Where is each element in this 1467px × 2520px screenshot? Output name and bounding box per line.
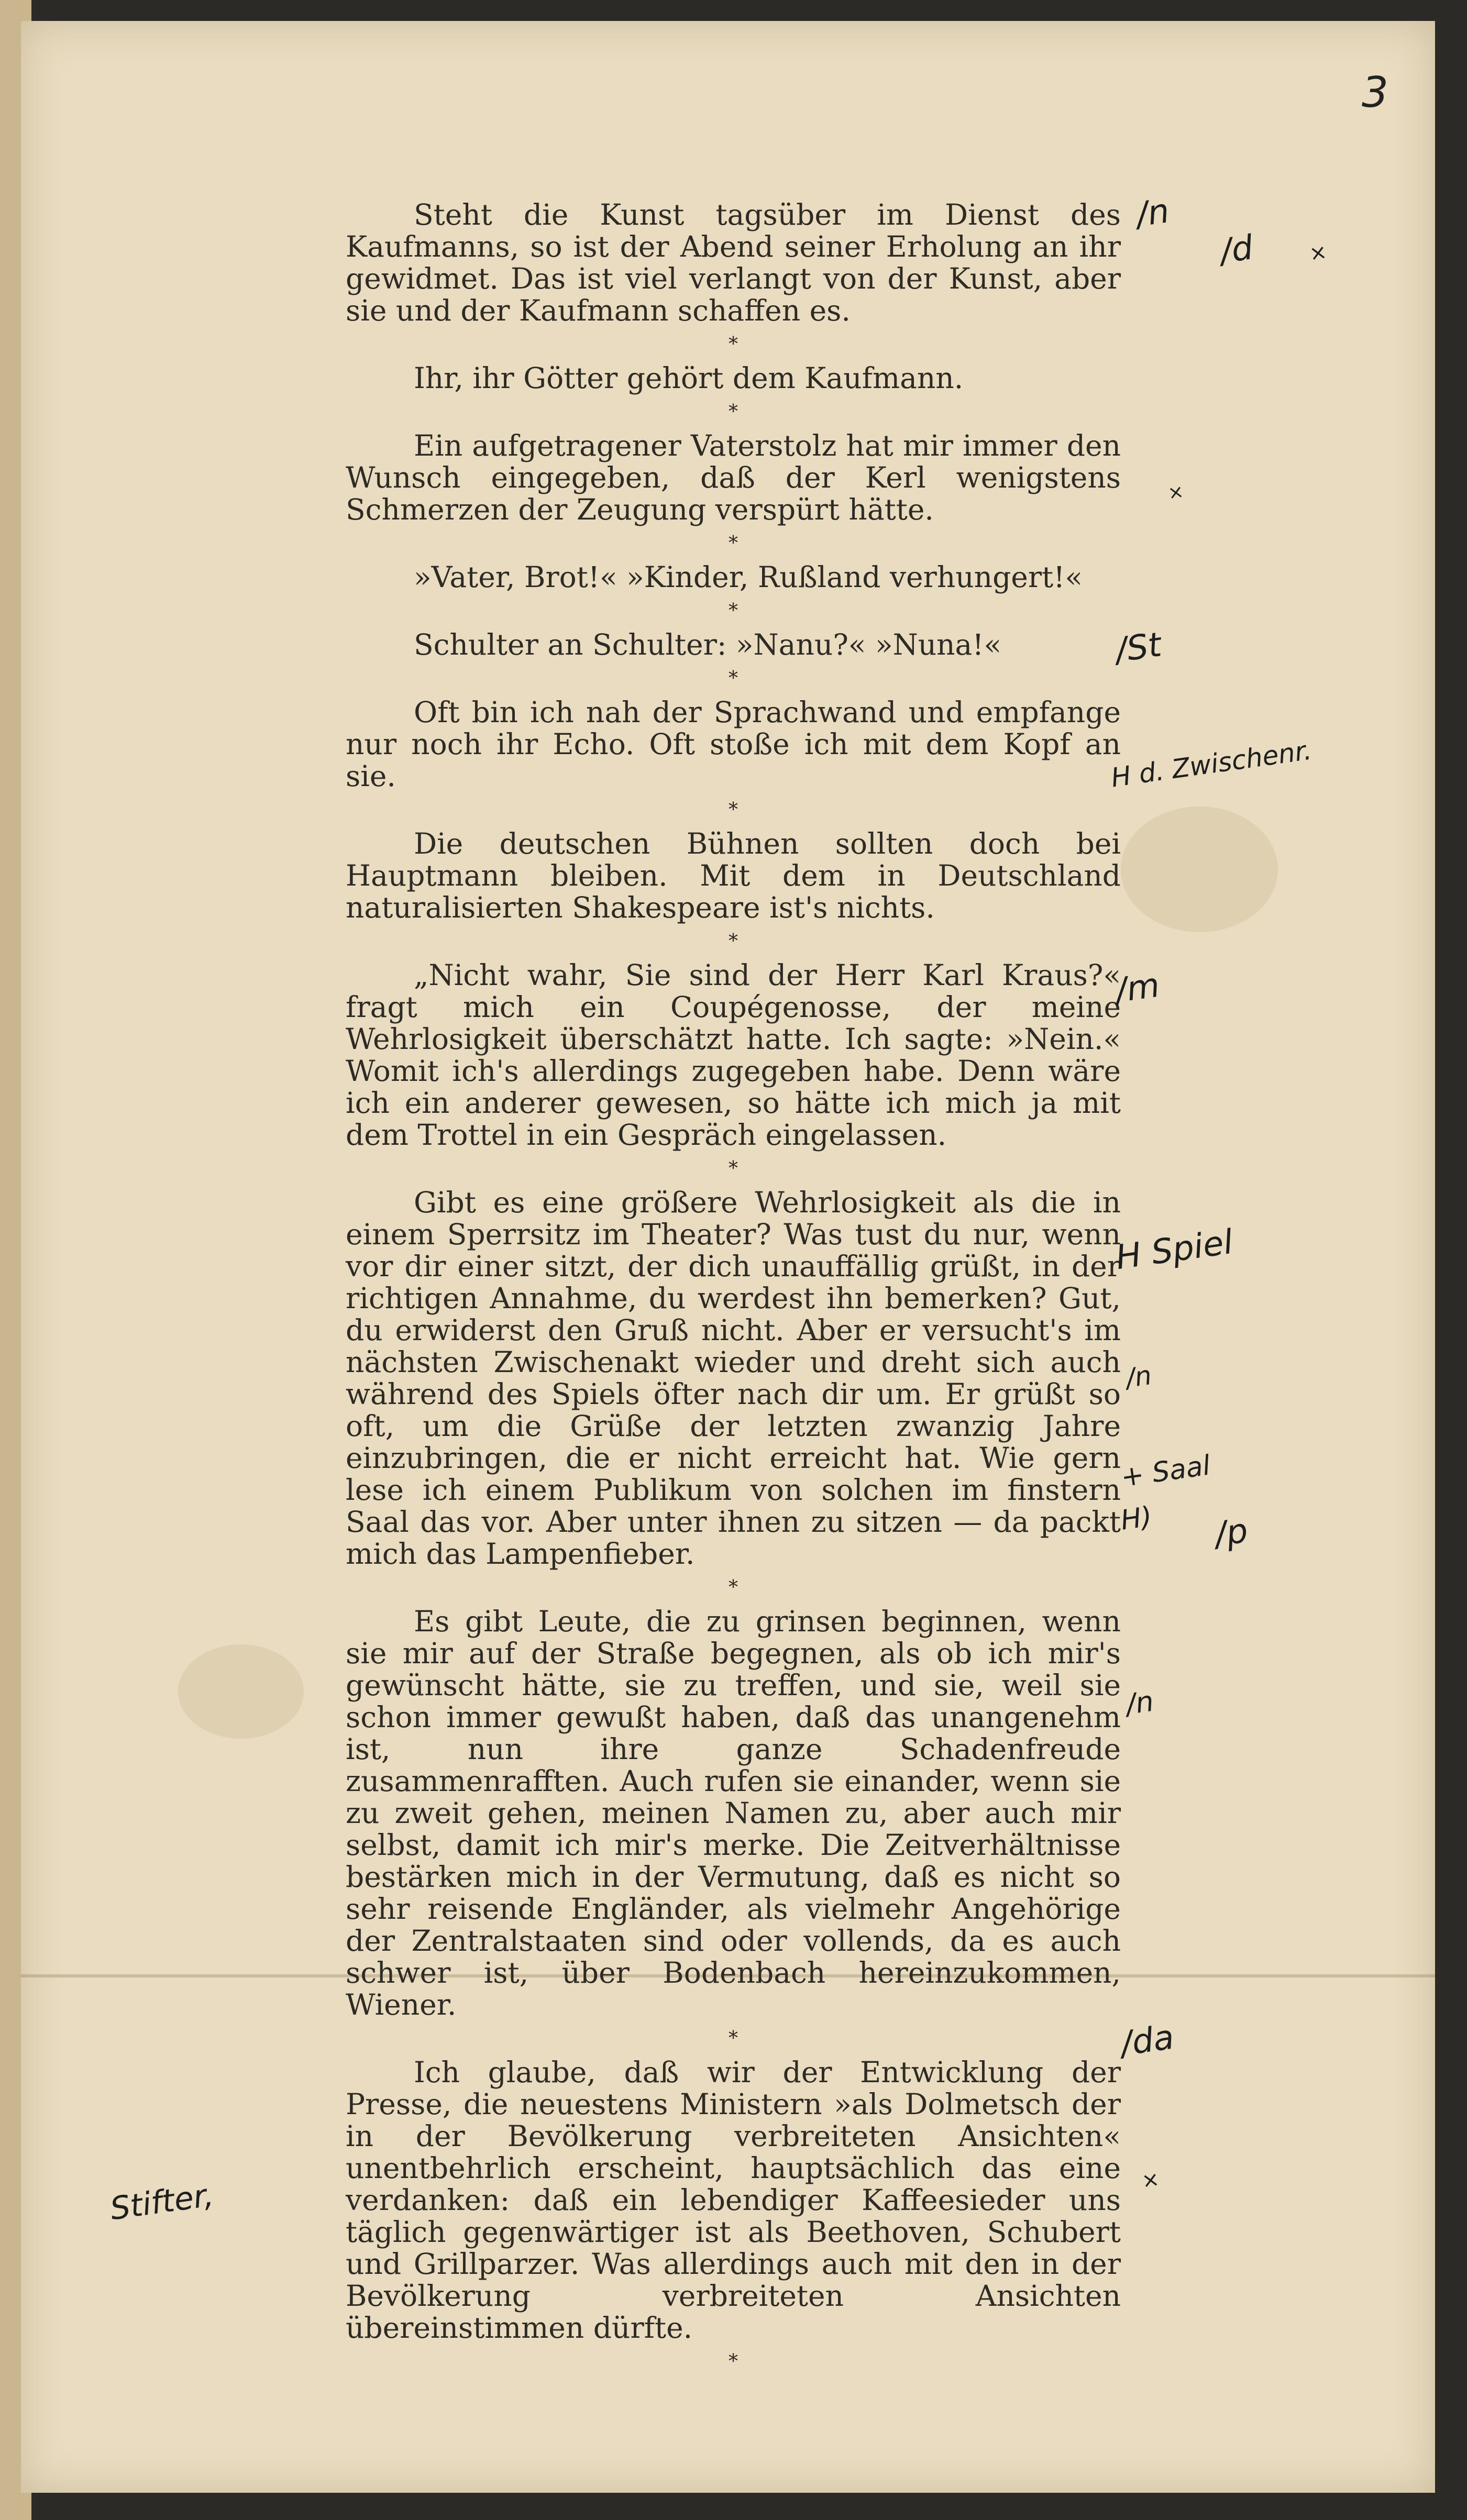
document-page bbox=[21, 21, 1435, 2493]
paper-stain bbox=[178, 1644, 304, 1739]
separator-asterisk: * bbox=[729, 401, 738, 423]
separator-asterisk: * bbox=[729, 2351, 738, 2372]
separator-asterisk: * bbox=[729, 600, 738, 622]
margin-note: /St bbox=[1113, 625, 1164, 670]
margin-note: × bbox=[1166, 481, 1185, 504]
margin-note: H d. Zwischenr. bbox=[1109, 735, 1314, 793]
margin-note: /n bbox=[1123, 1684, 1156, 1721]
separator-asterisk: * bbox=[729, 668, 738, 689]
paragraph: Schulter an Schulter: »Nanu?« »Nuna!« bbox=[414, 628, 1002, 661]
separator-asterisk: * bbox=[729, 533, 738, 554]
separator-asterisk: * bbox=[729, 2028, 738, 2049]
margin-note: × bbox=[1307, 239, 1329, 267]
paragraph: Es gibt Leute, die zu grinsen beginnen, wenn sie mir auf der Straße begegnen, als ob ich mir's gewünscht hätte, sie zu treffen, und sie, weil sie schon immer gewußt haben, daß das unangenehm ist, nun ihre ganze Schadenfreude zusammenrafften. Auch rufen sie einander, wenn sie zu zweit gehen, meinen Namen zu, aber auch mir selbst, damit ich mir's merke. Die Zeitverhältnisse bestärken mich in der Vermutung, daß es nicht so sehr reisende Engländer, als vielmehr Angehörige der Zentralstaaten sind oder vollends, da es auch schwer ist, über Bodenbach hereinzukommen, Wiener. bbox=[346, 1605, 1121, 2021]
margin-note: × bbox=[1140, 2167, 1161, 2194]
separator-asterisk: * bbox=[729, 1158, 738, 1179]
margin-note: + Saal bbox=[1119, 1450, 1212, 1494]
margin-note: /p bbox=[1212, 1511, 1251, 1554]
text-column bbox=[346, 199, 1121, 2380]
margin-note: H) bbox=[1119, 1501, 1154, 1537]
paragraph: Oft bin ich nah der Sprachwand und empfange nur noch ihr Echo. Oft stoße ich mit dem Kopf an sie. bbox=[346, 695, 1121, 793]
margin-note: /n bbox=[1124, 1360, 1154, 1394]
margin-note: H Spiel bbox=[1113, 1222, 1236, 1278]
paragraph: Gibt es eine größere Wehrlosigkeit als die in einem Sperrsitz im Theater? Was tust du nur, wenn vor dir einer sitzt, der dich unauffällig grüßt, in der richtigen Annahme, du werdest ihn bemerken? Gut, du erwiderst den Gruß nicht. Aber er versucht's im nächsten Zwischenakt wieder und dreht sich auch während des Spiels öfter nach dir um. Er grüßt so oft, um die Grüße der letzten zwanzig Jahre einzubringen, die er nicht erreicht hat. Wie gern lese ich einem Publikum von solchen im finstern Saal das vor. Aber unter ihnen zu sitzen — da packt mich das Lampenfieber. bbox=[346, 1186, 1121, 1571]
paragraph: Die deutschen Bühnen sollten doch bei Hauptmann bleiben. Mit dem in Deutschland naturalisierten Shakespeare ist's nichts. bbox=[346, 827, 1121, 924]
paper-stain bbox=[1121, 806, 1278, 932]
margin-note: Stifter, bbox=[108, 2176, 216, 2228]
margin-note: /d bbox=[1218, 228, 1256, 271]
margin-note: /m bbox=[1113, 966, 1162, 1011]
separator-asterisk: * bbox=[729, 334, 738, 355]
paragraph: Ein aufgetragener Vaterstolz hat mir immer den Wunsch eingegeben, daß der Kerl wenigstens Schmerzen der Zeugung verspürt hätte. bbox=[346, 429, 1121, 526]
separator-asterisk: * bbox=[729, 931, 738, 952]
paragraph: Ich glaube, daß wir der Entwicklung der Presse, die neuestens Ministern »als Dolmetsch der in der Bevölkerung verbreiteten Ansichten« unentbehrlich erscheint, hauptsächlich das eine verdanken: daß ein lebendiger Kaffeesieder uns täglich gegenwärtiger ist als Beethoven, Schubert und Grillparzer. Was allerdings auch mit den in der Bevölkerung verbreiteten Ansichten übereinstimmen dürfte. bbox=[346, 2055, 1121, 2345]
paragraph: „Nicht wahr, Sie sind der Herr Karl Kraus?« fragt mich ein Coupégenosse, der meine Wehrlosigkeit überschätzt hatte. Ich sagte: »Nein.« Womit ich's allerdings zugegeben habe. Denn wäre ich ein anderer gewesen, so hätte ich mich ja mit dem Trottel in ein Gespräch eingelassen. bbox=[346, 958, 1121, 1152]
paragraph: Ihr, ihr Götter gehört dem Kaufmann. bbox=[414, 361, 964, 395]
separator-asterisk: * bbox=[729, 1577, 738, 1598]
paragraph: Steht die Kunst tagsüber im Dienst des Kaufmanns, so ist der Abend seiner Erholung an ihr gewidmet. Das ist viel verlangt von der Kunst, aber sie und der Kaufmann schaffen es. bbox=[346, 198, 1121, 327]
margin-note: /n bbox=[1134, 192, 1172, 235]
paragraph: »Vater, Brot!« »Kinder, Rußland verhungert!« bbox=[414, 560, 1083, 594]
separator-asterisk: * bbox=[729, 799, 738, 821]
page-number: 3 bbox=[1362, 68, 1388, 117]
margin-note: /da bbox=[1118, 2018, 1177, 2064]
